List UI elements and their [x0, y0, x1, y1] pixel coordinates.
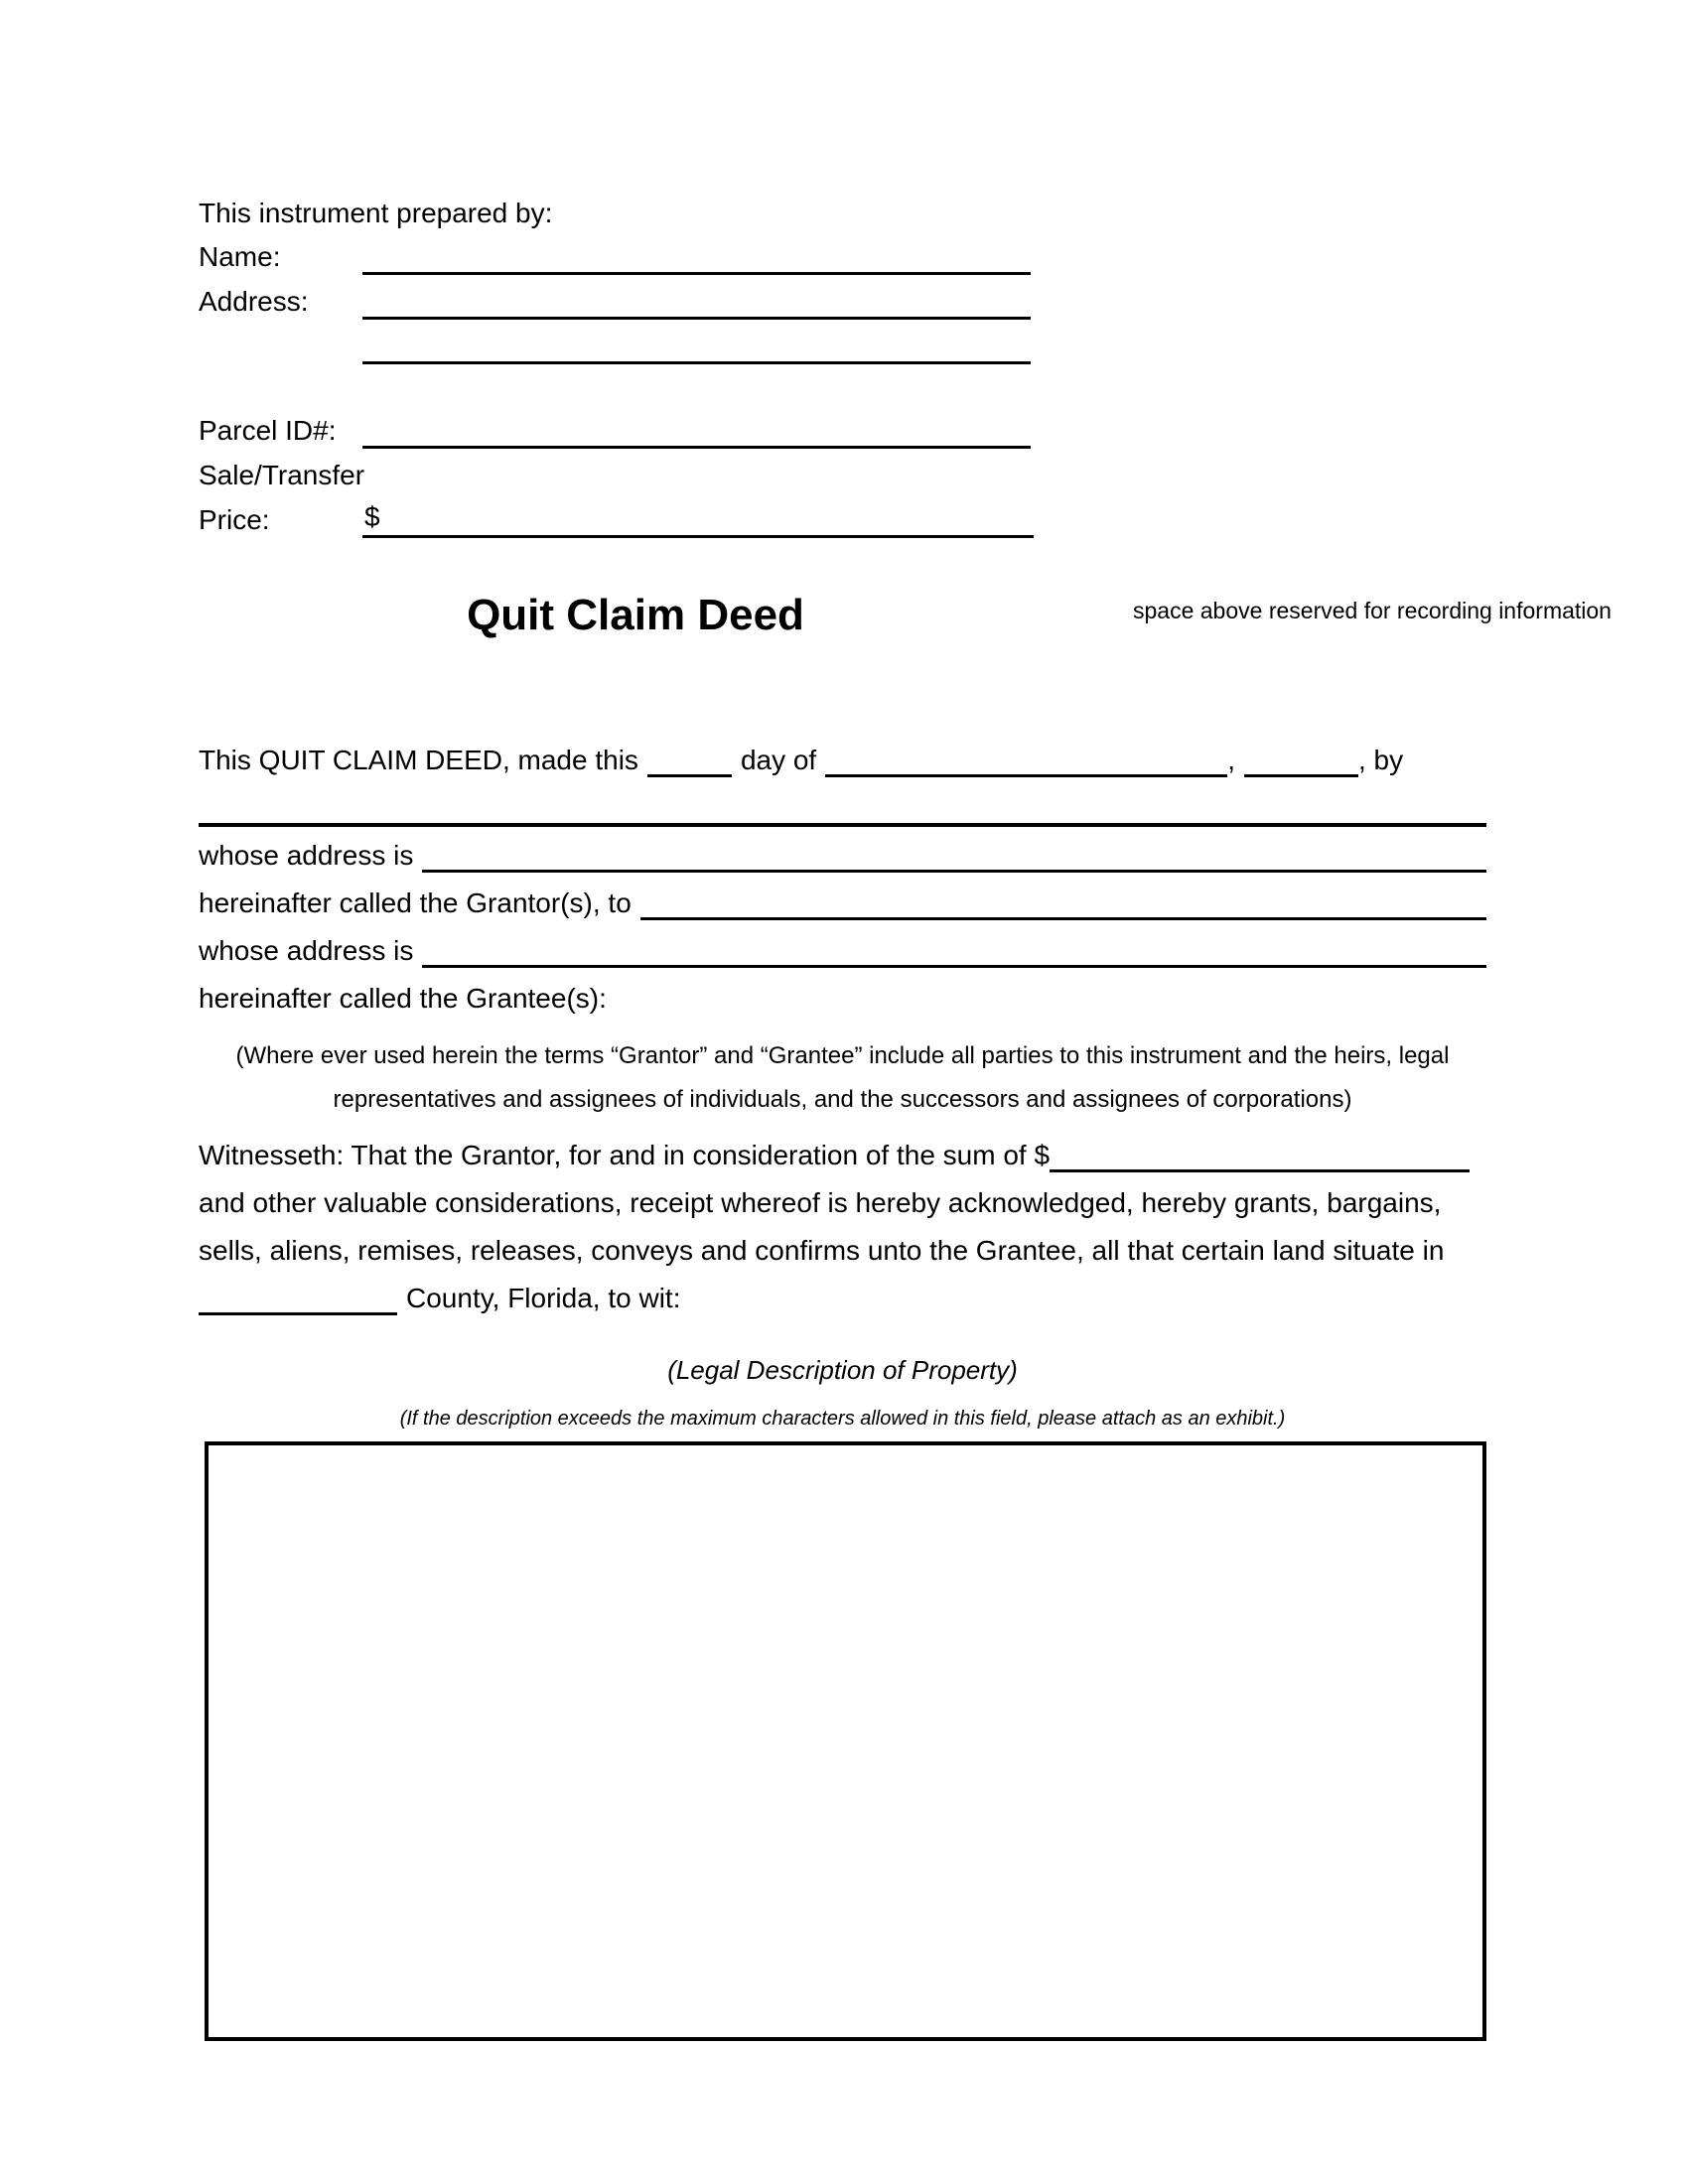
county-row	[199, 1275, 1486, 1322]
parenthetical-line-2: representatives and assignees of individuals, and the successors and assignees of corporations)	[333, 1086, 1352, 1113]
day-blank-line[interactable]	[647, 774, 732, 777]
page-title: Quit Claim Deed	[467, 591, 804, 639]
preparer-section	[199, 197, 1033, 538]
grantor-clause-text: hereinafter called the Grantor(s), to	[199, 887, 632, 918]
grantee-address-blank-line[interactable]	[422, 965, 1486, 968]
county-suffix-text: County, Florida, to wit:	[406, 1283, 681, 1313]
legal-description-box[interactable]	[205, 1441, 1486, 2041]
witnesseth-line-3-text: sells, aliens, remises, releases, conveys and confirms unto the Grantee, all that certain land situate in	[199, 1235, 1445, 1266]
parenthetical-line-1: (Where ever used herein the terms “Grantor” and “Grantee” include all parties to this instrument and the heirs, legal	[235, 1042, 1450, 1069]
address-label-spacer	[199, 362, 362, 364]
address-label: Address:	[199, 286, 309, 317]
witnesseth-line-1-text: Witnesseth: That the Grantor, for and in consideration of the sum of $	[199, 1140, 1051, 1170]
sale-transfer-label: Sale/Transfer	[199, 460, 365, 490]
grantor-address-blank-line[interactable]	[422, 870, 1486, 873]
grantor-name-line-row	[199, 784, 1486, 832]
prepared-by-heading: This instrument prepared by:	[199, 198, 553, 228]
parcel-id-row	[199, 404, 1033, 449]
parcel-id-field-line[interactable]	[362, 401, 1031, 449]
grantor-name-blank-line[interactable]	[199, 823, 1486, 827]
grantor-clause-row	[199, 880, 1486, 927]
day-of-text: day of	[740, 745, 817, 775]
preparer-address-row	[199, 275, 1033, 320]
preparer-address-field-line-2[interactable]	[362, 317, 1031, 364]
intro-prefix-text: This QUIT CLAIM DEED, made this	[199, 745, 638, 775]
grantee-clause-text: hereinafter called the Grantee(s):	[199, 983, 607, 1014]
preparer-address-field-line-1[interactable]	[362, 272, 1031, 320]
dollar-sign: $	[364, 501, 380, 532]
sale-transfer-row	[199, 449, 1033, 493]
price-field-line[interactable]	[362, 490, 1034, 538]
intro-comma-text: ,	[1227, 745, 1235, 775]
legal-description-note: (If the description exceeds the maximum characters allowed in this field, please attach as an exhibit.)	[399, 1408, 1286, 1430]
parcel-id-label: Parcel ID#:	[199, 415, 337, 446]
deed-intro-line	[199, 737, 1486, 784]
name-label: Name:	[199, 241, 281, 272]
witnesseth-line-3-row	[199, 1227, 1486, 1275]
preparer-name-field-line[interactable]	[362, 227, 1031, 275]
month-blank-line[interactable]	[825, 774, 1227, 777]
witnesseth-sum-row	[199, 1132, 1486, 1179]
witnesseth-line-2-text: and other valuable considerations, receipt whereof is hereby acknowledged, hereby grants, bargains,	[199, 1187, 1442, 1218]
witnesseth-line-2-row	[199, 1179, 1486, 1227]
price-label: Price:	[199, 504, 270, 535]
county-blank-line[interactable]	[199, 1312, 397, 1315]
consideration-sum-blank-line[interactable]	[1050, 1169, 1470, 1172]
preparer-name-row	[199, 230, 1033, 275]
recording-space-note: space above reserved for recording information	[1133, 598, 1612, 623]
grantee-clause-row	[199, 975, 1486, 1023]
whose-address-text-1: whose address is	[199, 840, 414, 871]
year-blank-line[interactable]	[1244, 774, 1358, 777]
preparer-address-row-2	[199, 320, 1033, 364]
legal-description-heading: (Legal Description of Property)	[667, 1355, 1018, 1385]
whose-address-text-2: whose address is	[199, 935, 414, 966]
grantee-address-row	[199, 927, 1486, 975]
parties-parenthetical	[199, 1034, 1486, 1122]
grantor-address-row	[199, 832, 1486, 880]
grantee-name-blank-line[interactable]	[640, 917, 1486, 920]
witnesseth-section	[199, 1132, 1486, 1322]
deed-intro-section	[199, 737, 1486, 1023]
intro-by-text: , by	[1358, 745, 1404, 775]
price-row	[199, 493, 1033, 538]
preparer-spacer	[199, 364, 1033, 404]
